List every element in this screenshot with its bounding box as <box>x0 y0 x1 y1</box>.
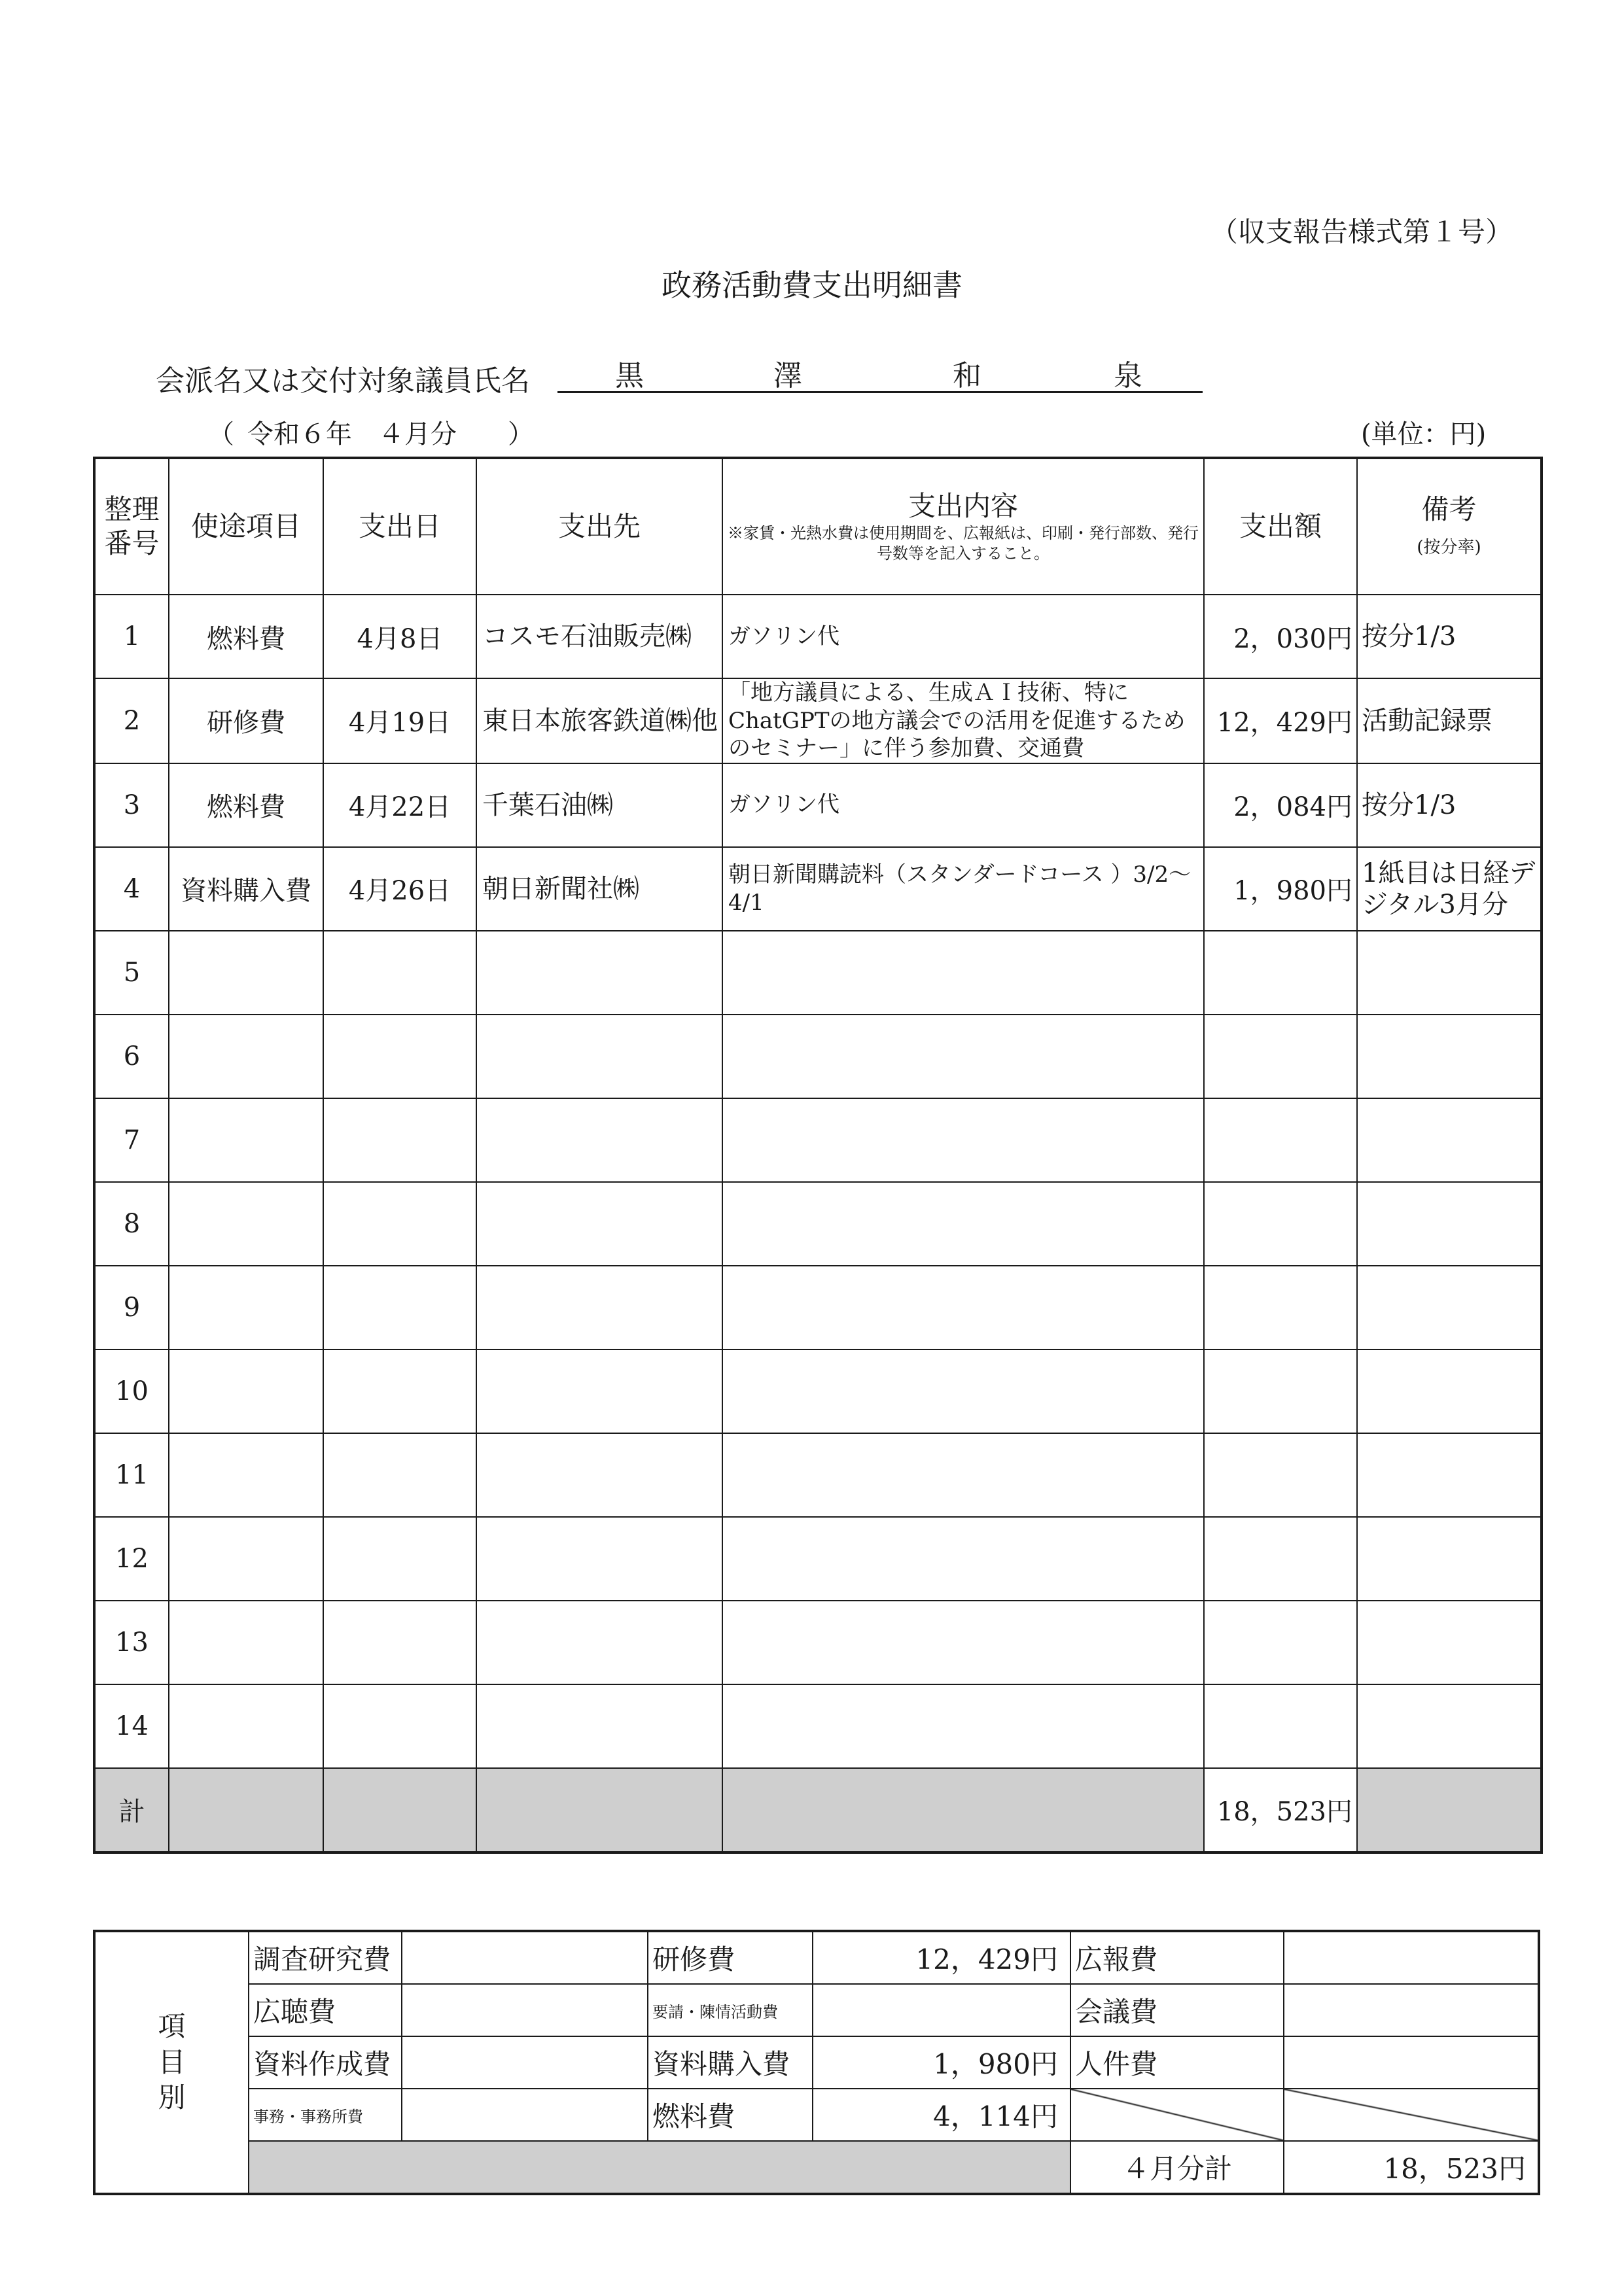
table-row <box>94 1015 1542 1098</box>
total-label: 計 <box>94 1768 169 1852</box>
row-remarks: 1紙目は日経デジタル3月分 <box>1357 847 1542 931</box>
period-close-paren: ） <box>508 419 534 449</box>
summary-label: 広聴費 <box>249 1984 402 2036</box>
crossed-out-cell <box>1284 2089 1539 2141</box>
summary-label: 要請・陳情活動費 <box>648 1984 813 2036</box>
row-date <box>323 1266 476 1349</box>
summary-label: 燃料費 <box>648 2089 813 2141</box>
summary-row <box>94 2036 1539 2089</box>
row-date: 4月22日 <box>323 763 476 847</box>
row-payee <box>476 1098 722 1182</box>
row-amount <box>1204 1015 1357 1098</box>
row-date <box>323 1015 476 1098</box>
row-payee <box>476 1266 722 1349</box>
summary-label: 資料購入費 <box>648 2036 813 2089</box>
row-payee: コスモ石油販売㈱ <box>476 595 722 678</box>
row-amount <box>1204 1266 1357 1349</box>
row-amount: 2，030円 <box>1204 595 1357 678</box>
row-amount <box>1204 931 1357 1015</box>
document-title: 政務活動費支出明細書 <box>662 268 962 303</box>
table-row <box>94 1098 1542 1182</box>
total-row <box>94 1768 1542 1852</box>
row-payee: 東日本旅客鉄道㈱他 <box>476 678 722 763</box>
header-remarks <box>1357 458 1542 595</box>
row-remarks: 活動記録票 <box>1357 678 1542 763</box>
header-amount: 支出額 <box>1204 458 1357 595</box>
total-empty-cell <box>722 1768 1204 1852</box>
summary-value: 4，114円 <box>813 2089 1070 2141</box>
row-amount <box>1204 1517 1357 1601</box>
summary-value <box>1284 1931 1539 1984</box>
expense-table <box>93 457 1543 1854</box>
name-label: 会派名又は交付対象議員氏名 <box>156 364 530 398</box>
row-date <box>323 1433 476 1517</box>
table-row <box>94 1266 1542 1349</box>
header-content-label: 支出内容 <box>908 489 1018 522</box>
row-purpose <box>169 1684 323 1768</box>
row-content <box>722 1684 1204 1768</box>
row-amount: 12，429円 <box>1204 678 1357 763</box>
row-number: 10 <box>94 1349 169 1433</box>
row-remarks: 按分1/3 <box>1357 595 1542 678</box>
category-label-char: 項 <box>158 2010 186 2043</box>
month-total-label: ４月分計 <box>1070 2141 1284 2194</box>
summary-label: 事務・事務所費 <box>249 2089 402 2141</box>
header-content <box>722 458 1204 595</box>
row-date <box>323 1349 476 1433</box>
header-number-line1: 整理 <box>104 493 160 525</box>
row-purpose <box>169 1601 323 1684</box>
category-label-char: 目 <box>158 2045 186 2078</box>
summary-value <box>1284 1984 1539 2036</box>
category-summary-table <box>93 1930 1540 2195</box>
row-date: 4月26日 <box>323 847 476 931</box>
summary-value <box>813 1984 1070 2036</box>
row-purpose <box>169 1098 323 1182</box>
summary-total-row <box>94 2141 1539 2194</box>
row-amount <box>1204 1433 1357 1517</box>
row-content: ガソリン代 <box>722 595 1204 678</box>
row-payee <box>476 1684 722 1768</box>
row-payee <box>476 931 722 1015</box>
row-content <box>722 1182 1204 1266</box>
row-amount: 2，084円 <box>1204 763 1357 847</box>
table-row <box>94 1684 1542 1768</box>
category-label <box>94 1931 249 2194</box>
table-row <box>94 1433 1542 1517</box>
summary-value <box>1284 2036 1539 2089</box>
row-purpose <box>169 1517 323 1601</box>
header-date: 支出日 <box>323 458 476 595</box>
row-number: 3 <box>94 763 169 847</box>
row-content <box>722 1433 1204 1517</box>
table-row <box>94 763 1542 847</box>
summary-label: 会議費 <box>1070 1984 1284 2036</box>
row-purpose: 研修費 <box>169 678 323 763</box>
summary-label: 資料作成費 <box>249 2036 402 2089</box>
row-purpose: 燃料費 <box>169 595 323 678</box>
summary-label: 広報費 <box>1070 1931 1284 1984</box>
form-number: （収支報告様式第１号） <box>1210 216 1513 248</box>
header-remarks-label: 備考 <box>1421 493 1477 525</box>
summary-row <box>94 2089 1539 2141</box>
row-number: 9 <box>94 1266 169 1349</box>
row-remarks <box>1357 1266 1542 1349</box>
total-empty-cell <box>476 1768 722 1852</box>
summary-value <box>402 2089 648 2141</box>
row-number: 1 <box>94 595 169 678</box>
summary-value: 12，429円 <box>813 1931 1070 1984</box>
row-payee: 朝日新聞社㈱ <box>476 847 722 931</box>
row-amount <box>1204 1601 1357 1684</box>
row-remarks <box>1357 1684 1542 1768</box>
row-content: ガソリン代 <box>722 763 1204 847</box>
total-empty-cell <box>1357 1768 1542 1852</box>
category-label-char: 別 <box>158 2081 186 2114</box>
row-content <box>722 1015 1204 1098</box>
row-remarks <box>1357 1182 1542 1266</box>
table-row <box>94 595 1542 678</box>
row-purpose <box>169 1182 323 1266</box>
row-number: 13 <box>94 1601 169 1684</box>
total-empty-cell <box>323 1768 476 1852</box>
row-purpose <box>169 1349 323 1433</box>
row-purpose <box>169 931 323 1015</box>
row-payee <box>476 1182 722 1266</box>
row-amount <box>1204 1684 1357 1768</box>
unit-label: (単位：円) <box>1361 419 1487 449</box>
row-number: 14 <box>94 1684 169 1768</box>
summary-value <box>402 1984 648 2036</box>
row-payee <box>476 1349 722 1433</box>
row-date <box>323 1182 476 1266</box>
row-date: 4月19日 <box>323 678 476 763</box>
row-amount <box>1204 1182 1357 1266</box>
row-remarks <box>1357 1015 1542 1098</box>
row-number: 12 <box>94 1517 169 1601</box>
table-row <box>94 1349 1542 1433</box>
header-payee: 支出先 <box>476 458 722 595</box>
row-payee <box>476 1015 722 1098</box>
row-date <box>323 1098 476 1182</box>
row-payee: 千葉石油㈱ <box>476 763 722 847</box>
row-date: 4月8日 <box>323 595 476 678</box>
summary-value <box>402 2036 648 2089</box>
row-number: 2 <box>94 678 169 763</box>
summary-label: 調査研究費 <box>249 1931 402 1984</box>
summary-value <box>402 1931 648 1984</box>
row-amount: 1，980円 <box>1204 847 1357 931</box>
summary-row <box>94 1931 1539 1984</box>
row-remarks <box>1357 1601 1542 1684</box>
row-number: 6 <box>94 1015 169 1098</box>
table-row <box>94 931 1542 1015</box>
row-content: 「地方議員による、生成ＡＩ技術、特にChatGPTの地方議会での活用を促進するためのセミナー」に伴う参加費、交通費 <box>722 678 1204 763</box>
row-content <box>722 1349 1204 1433</box>
row-remarks: 按分1/3 <box>1357 763 1542 847</box>
row-content <box>722 1266 1204 1349</box>
row-purpose: 燃料費 <box>169 763 323 847</box>
row-purpose <box>169 1433 323 1517</box>
name-char-2: 澤 <box>773 359 802 392</box>
row-date <box>323 1517 476 1601</box>
table-header-row <box>94 458 1542 595</box>
period-label: 令和６年 ４月分 <box>247 419 457 449</box>
summary-label: 人件費 <box>1070 2036 1284 2089</box>
name-underline <box>557 391 1203 393</box>
name-char-1: 黒 <box>615 359 644 392</box>
row-remarks <box>1357 1349 1542 1433</box>
row-payee <box>476 1433 722 1517</box>
row-purpose: 資料購入費 <box>169 847 323 931</box>
name-char-4: 泉 <box>1114 359 1142 392</box>
row-content <box>722 1601 1204 1684</box>
row-number: 11 <box>94 1433 169 1517</box>
row-amount <box>1204 1098 1357 1182</box>
row-payee <box>476 1601 722 1684</box>
table-row <box>94 678 1542 763</box>
row-content <box>722 1517 1204 1601</box>
row-number: 7 <box>94 1098 169 1182</box>
row-content <box>722 1098 1204 1182</box>
row-number: 5 <box>94 931 169 1015</box>
summary-value: 1，980円 <box>813 2036 1070 2089</box>
summary-row <box>94 1984 1539 2036</box>
name-char-3: 和 <box>953 359 981 392</box>
summary-label: 研修費 <box>648 1931 813 1984</box>
header-remarks-sub: (按分率) <box>1417 538 1481 557</box>
shaded-cell <box>249 2141 1070 2194</box>
row-number: 8 <box>94 1182 169 1266</box>
row-payee <box>476 1517 722 1601</box>
period-open-paren: （ <box>208 419 234 449</box>
row-number: 4 <box>94 847 169 931</box>
month-total-value: 18，523円 <box>1284 2141 1539 2194</box>
row-amount <box>1204 1349 1357 1433</box>
row-content <box>722 931 1204 1015</box>
row-date <box>323 1684 476 1768</box>
row-remarks <box>1357 1433 1542 1517</box>
crossed-out-cell <box>1070 2089 1284 2141</box>
row-remarks <box>1357 931 1542 1015</box>
header-purpose: 使途項目 <box>169 458 323 595</box>
row-date <box>323 1601 476 1684</box>
table-row <box>94 1601 1542 1684</box>
row-remarks <box>1357 1098 1542 1182</box>
total-empty-cell <box>169 1768 323 1852</box>
row-purpose <box>169 1015 323 1098</box>
table-row <box>94 1517 1542 1601</box>
row-date <box>323 931 476 1015</box>
row-remarks <box>1357 1517 1542 1601</box>
total-amount: 18，523円 <box>1204 1768 1357 1852</box>
header-number-line2: 番号 <box>104 527 160 559</box>
header-content-note: ※家賃・光熱水費は使用期間を、広報紙は、印刷・発行部数、発行号数等を記入すること。 <box>728 524 1199 563</box>
table-row <box>94 1182 1542 1266</box>
header-number <box>94 458 169 595</box>
table-row <box>94 847 1542 931</box>
row-purpose <box>169 1266 323 1349</box>
row-content: 朝日新聞購読料（スタンダードコース ）3/2～4/1 <box>722 847 1204 931</box>
